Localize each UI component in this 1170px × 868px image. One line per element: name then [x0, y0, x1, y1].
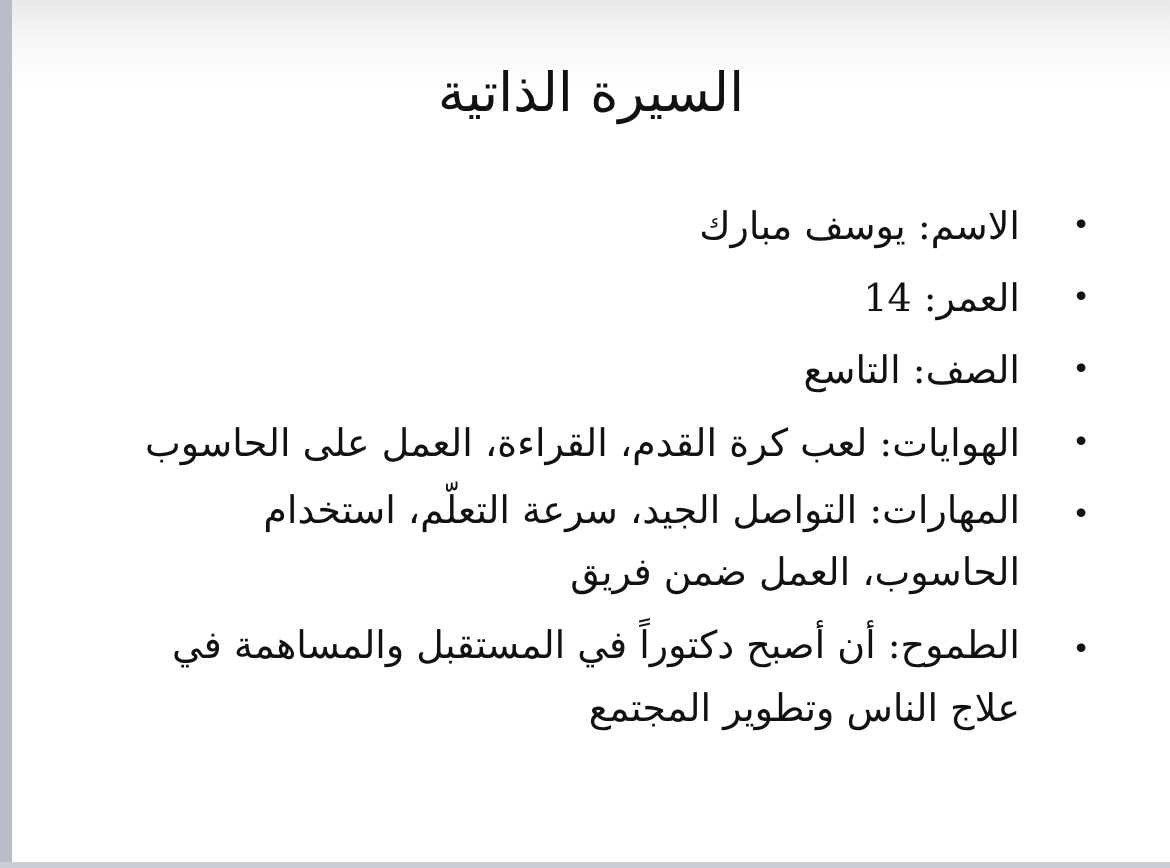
cv-list	[100, 190, 1090, 750]
document-slide	[12, 0, 1170, 862]
bullet-icon: •	[1072, 208, 1090, 243]
list-item-ambition	[120, 614, 1090, 739]
list-item-grade	[100, 334, 1090, 406]
item-text: الاسم: يوسف مبارك	[699, 204, 1020, 248]
item-text: الطموح: أن أصبح دكتوراً في المستقبل والمساهمة في علاج الناس وتطوير المجتمع	[171, 623, 1020, 730]
item-text: الهوايات: لعب كرة القدم، القراءة، العمل على الحاسوب	[145, 420, 1020, 465]
bullet-icon: •	[1072, 280, 1090, 316]
list-item-age	[100, 262, 1090, 334]
bottom-border	[0, 862, 1170, 868]
bullet-icon: •	[1072, 496, 1090, 532]
bullet-icon: •	[1072, 632, 1090, 668]
item-text: الصف: التاسع	[803, 348, 1020, 393]
bullet-icon: •	[1072, 424, 1090, 460]
bullet-icon: •	[1072, 352, 1090, 388]
document-title: السيرة الذاتية	[437, 61, 745, 124]
item-text: المهارات: التواصل الجيد، سرعة التعلّم، استخدام الحاسوب، العمل ضمن فريق	[263, 487, 1020, 595]
list-item-skills	[120, 479, 1090, 604]
item-text: العمر: 14	[863, 276, 1020, 321]
list-item-name	[100, 190, 1090, 262]
left-border	[0, 0, 12, 868]
list-item-hobbies	[100, 407, 1090, 479]
